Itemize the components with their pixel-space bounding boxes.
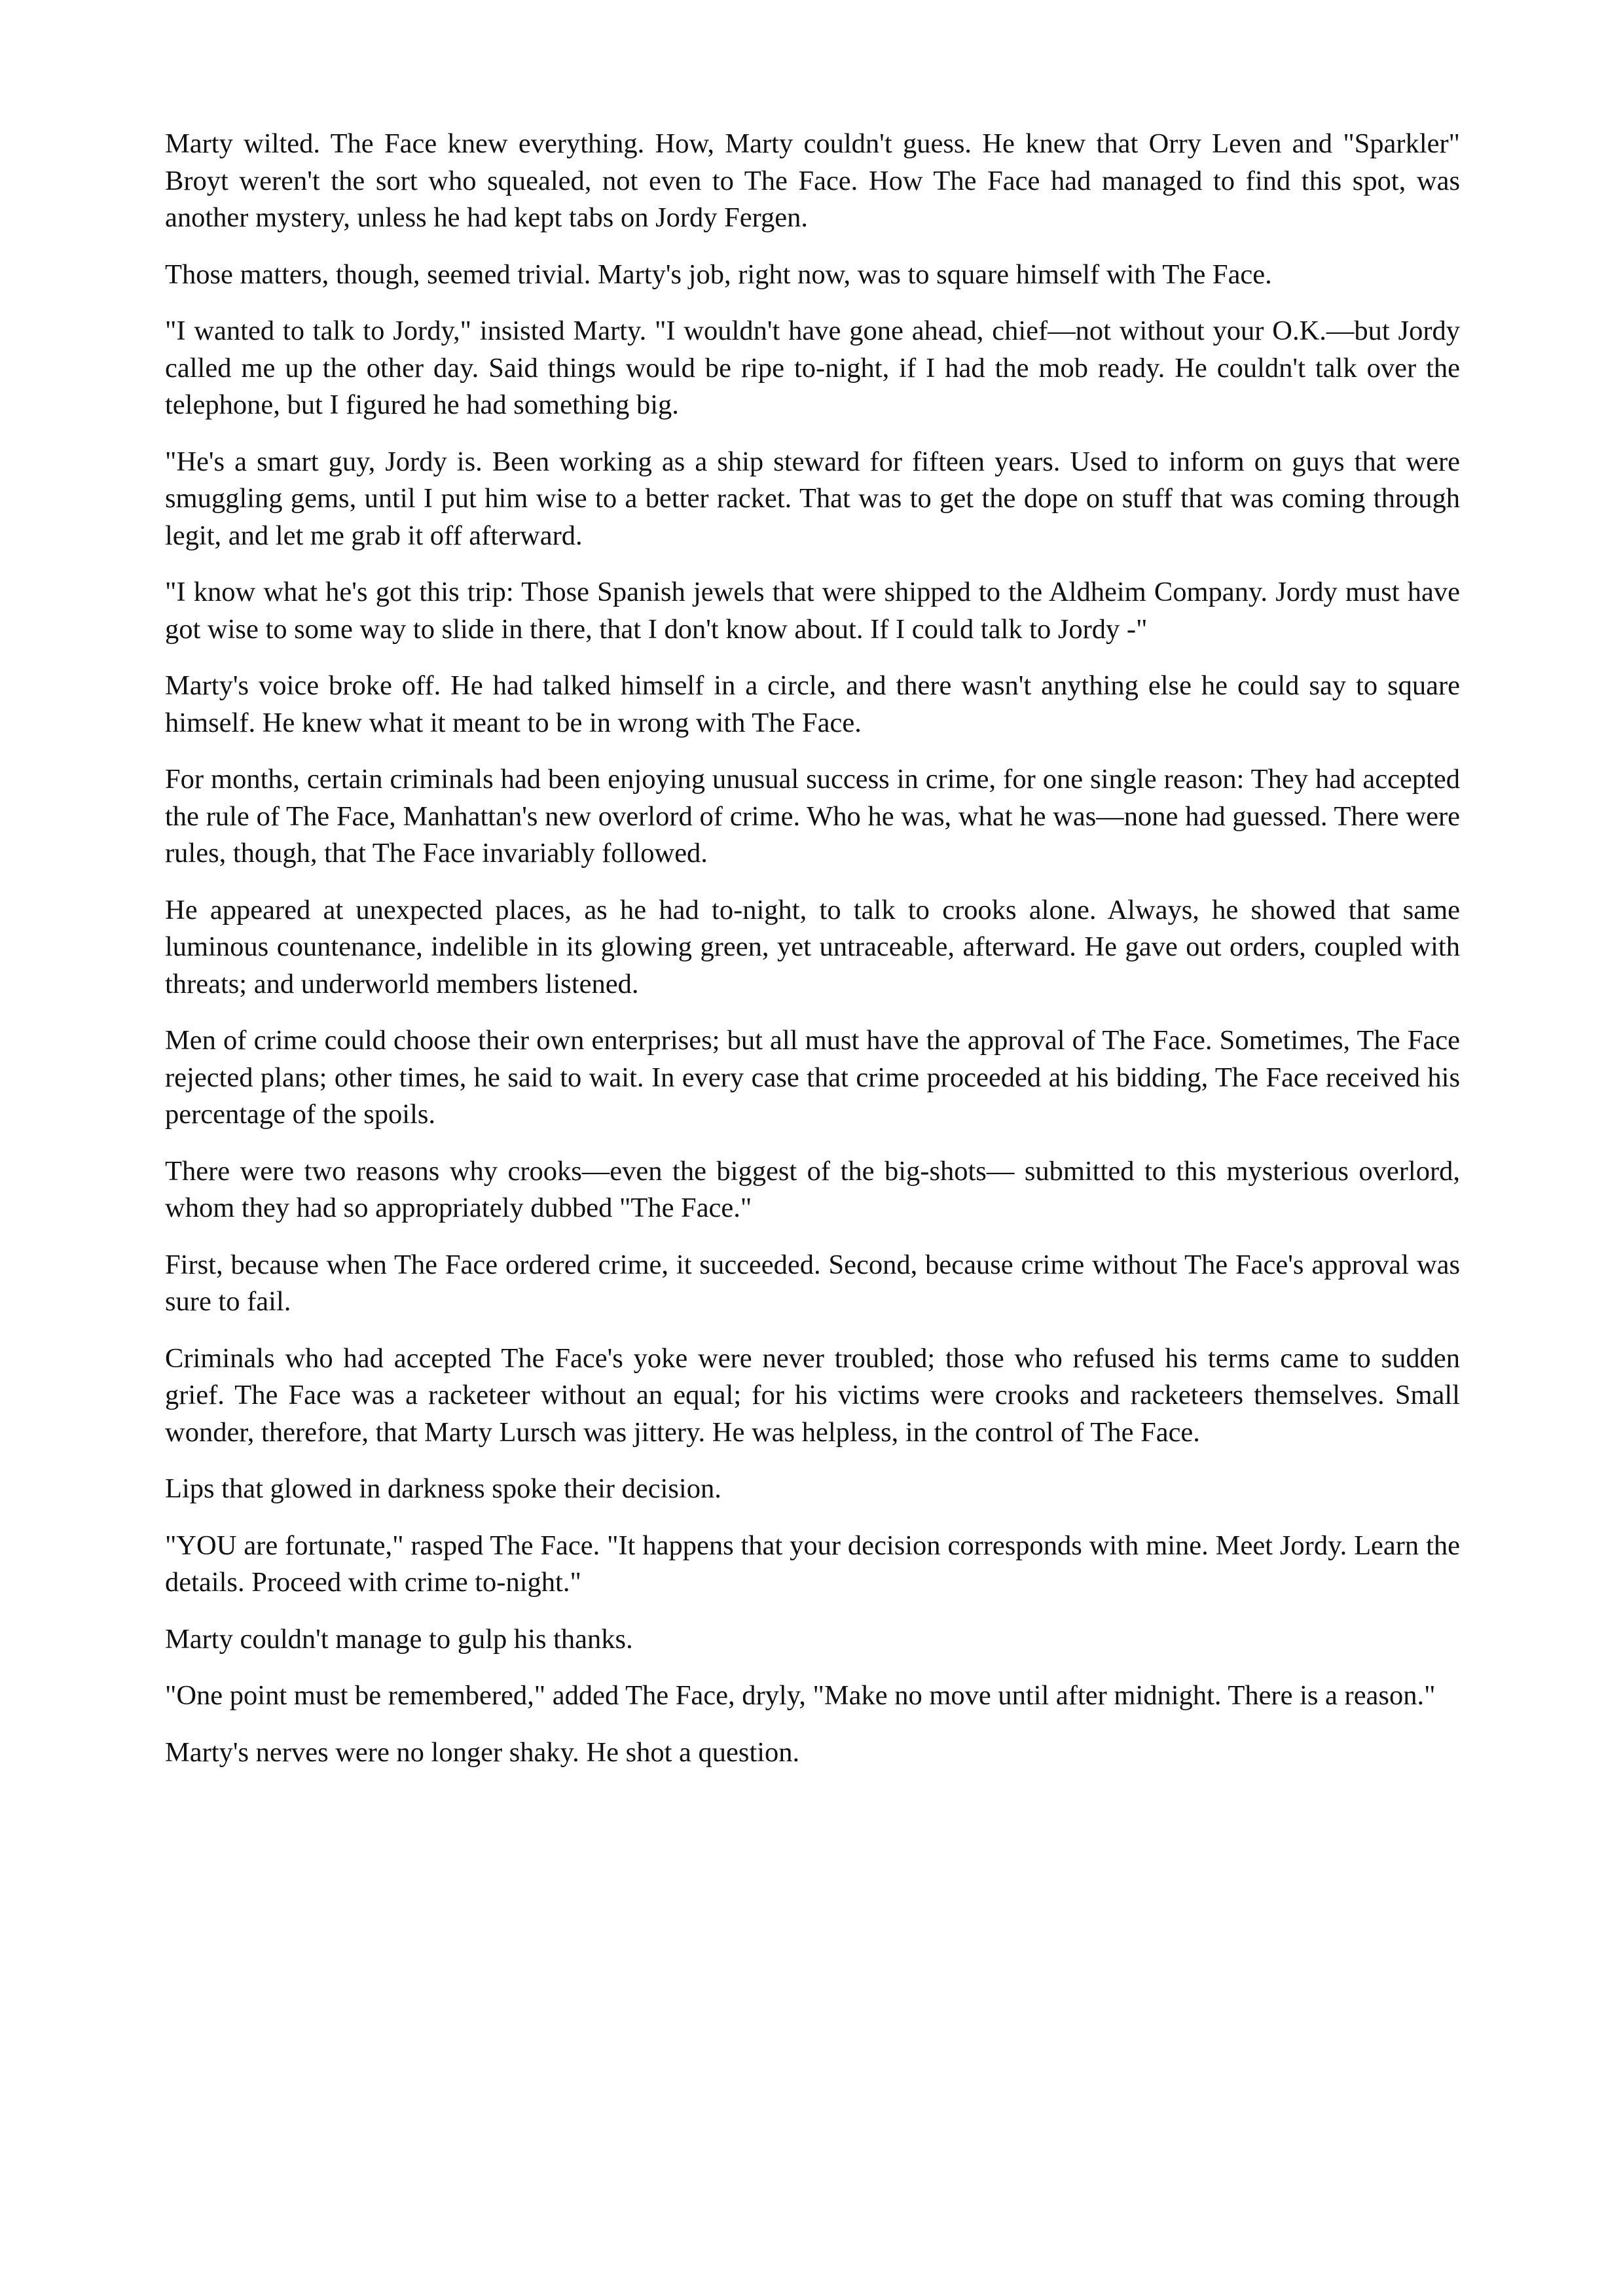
paragraph-2: Those matters, though, seemed trivial. Marty's job, right now, was to square himself with The Face. (165, 259, 1272, 290)
paragraph-1: Marty wilted. The Face knew everything. How, Marty couldn't guess. He knew that Orry Leven and "Sparkler" Broyt weren't the sort who squealed, not even to The Face. How The Face had managed to find this spot, was another mystery, unless he had kept tabs on Jordy Fergen. (165, 128, 1460, 233)
paragraph-10: There were two reasons why crooks—even the biggest of the big-shots— submitted to this mysterious overlord, whom they had so appropriately dubbed "The Face." (165, 1155, 1460, 1223)
paragraph-16: "One point must be remembered," added The Face, dryly, "Make no move until after midnight. There is a reason." (165, 1680, 1436, 1711)
paragraph-9: Men of crime could choose their own enterprises; but all must have the approval of The Face. Sometimes, The Face rejected plans; other times, he said to wait. In every case that crime proceeded at his bidding, The Face received his percentage of the spoils. (165, 1025, 1460, 1130)
paragraph-3: "I wanted to talk to Jordy," insisted Marty. "I wouldn't have gone ahead, chief—not without your O.K.—but Jordy called me up the other day. Said things would be ripe to-night, if I had the mob ready. He couldn't talk over the telephone, but I figured he had something big. (165, 315, 1460, 420)
paragraph-14: "YOU are fortunate," rasped The Face. "It happens that your decision corresponds with mine. Meet Jordy. Learn the details. Proceed with crime to-night." (165, 1530, 1460, 1598)
paragraph-13: Lips that glowed in darkness spoke their decision. (165, 1473, 721, 1504)
paragraph-17: Marty's nerves were no longer shaky. He shot a question. (165, 1736, 800, 1768)
paragraph-11: First, because when The Face ordered crime, it succeeded. Second, because crime without The Face's approval was sure to fail. (165, 1249, 1460, 1317)
paragraph-7: For months, certain criminals had been enjoying unusual success in crime, for one single reason: They had accepted the rule of The Face, Manhattan's new overlord of crime. Who he was, what he was—none had guessed. There were rules, though, that The Face invariably followed. (165, 764, 1460, 869)
document-page (165, 126, 1460, 1791)
paragraph-12: Criminals who had accepted The Face's yoke were never troubled; those who refused his terms came to sudden grief. The Face was a racketeer without an equal; for his victims were crooks and racketeers themselves. Small wonder, therefore, that Marty Lursch was jittery. He was helpless, in the control of The Face. (165, 1342, 1460, 1448)
paragraph-5: "I know what he's got this trip: Those Spanish jewels that were shipped to the Aldheim Company. Jordy must have got wise to some way to slide in there, that I don't know about. If I could talk to Jordy -" (165, 577, 1460, 645)
paragraph-4: "He's a smart guy, Jordy is. Been working as a ship steward for fifteen years. Used to inform on guys that were smuggling gems, until I put him wise to a better racket. That was to get the dope on stuff that was coming through legit, and let me grab it off afterward. (165, 446, 1460, 551)
paragraph-6: Marty's voice broke off. He had talked himself in a circle, and there wasn't anything else he could say to square himself. He knew what it meant to be in wrong with The Face. (165, 670, 1460, 738)
paragraph-8: He appeared at unexpected places, as he had to-night, to talk to crooks alone. Always, he showed that same luminous countenance, indelible in its glowing green, yet untraceable, afterward. He gave out orders, coupled with threats; and underworld members listened. (165, 894, 1460, 999)
paragraph-15: Marty couldn't manage to gulp his thanks. (165, 1623, 633, 1655)
